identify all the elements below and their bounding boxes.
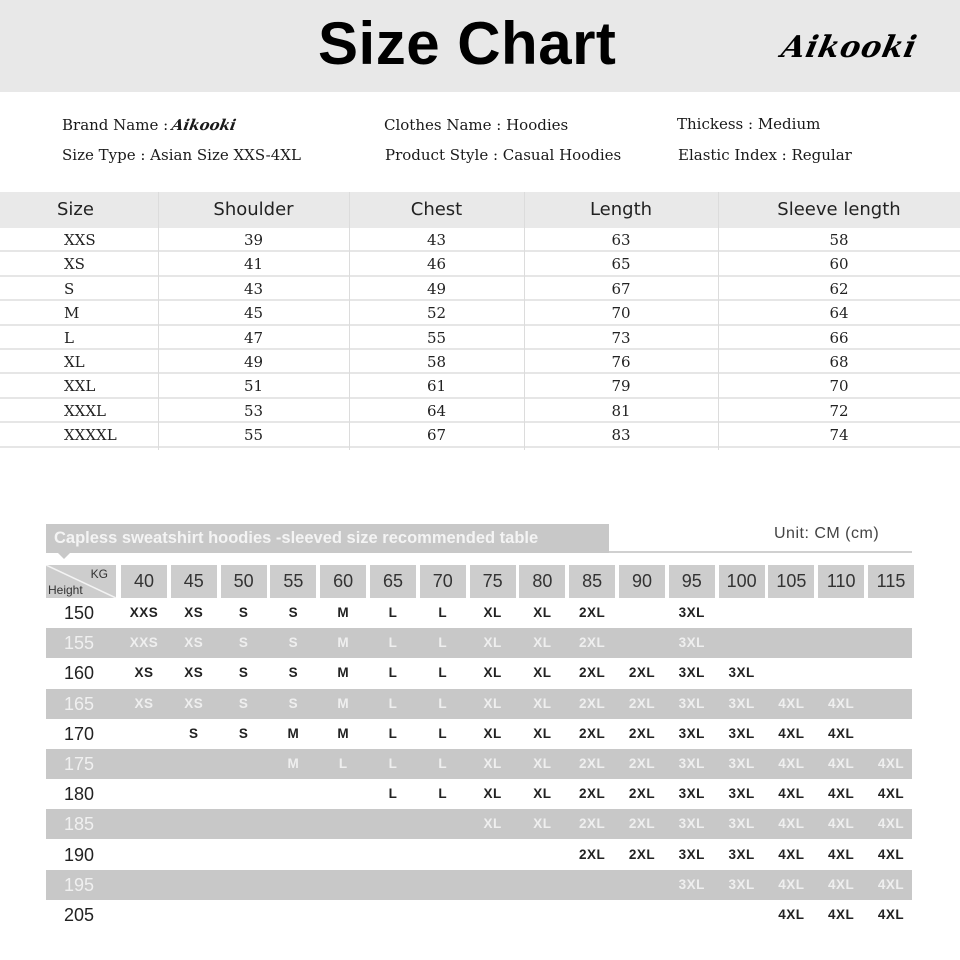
cell-chest: 64 xyxy=(426,401,447,420)
cell-length: 63 xyxy=(611,231,631,249)
height-cell: 155 xyxy=(64,633,95,654)
column-divider xyxy=(718,192,719,450)
kg-header-cell: 80 xyxy=(519,565,565,598)
column-divider xyxy=(158,192,159,450)
size-cell: M xyxy=(337,695,350,711)
size-cell: XL xyxy=(533,725,552,741)
kg-axis-label: KG xyxy=(90,567,108,581)
cell-sleeve-length: 60 xyxy=(829,255,849,274)
cell-size: XXS xyxy=(64,231,96,249)
corner-header-cell xyxy=(46,565,116,598)
size-cell: M xyxy=(287,756,300,771)
size-cell: S xyxy=(238,605,249,620)
cell-sleeve-length: 66 xyxy=(829,328,849,347)
size-cell: XS xyxy=(184,695,204,711)
size-cell: L xyxy=(338,756,348,771)
size-cell: XL xyxy=(483,605,502,620)
size-cell: 4XL xyxy=(828,907,855,922)
cell-sleeve-length: 74 xyxy=(829,426,849,445)
recommend-row xyxy=(46,809,912,839)
size-cell: 4XL xyxy=(778,725,805,741)
size-cell: XL xyxy=(533,816,552,832)
cell-sleeve-length: 68 xyxy=(829,352,849,371)
size-cell: 2XL xyxy=(579,725,606,741)
size-cell: 3XL xyxy=(728,846,755,862)
brand-logo: Aikooki xyxy=(778,30,921,65)
cell-chest: 67 xyxy=(426,426,447,445)
size-cell: 2XL xyxy=(628,846,656,862)
size-cell: XL xyxy=(483,786,502,802)
size-cell: L xyxy=(438,756,448,771)
cell-size: XS xyxy=(64,255,85,274)
height-cell: 165 xyxy=(64,693,95,714)
size-cell: 2XL xyxy=(628,725,656,741)
size-cell: 4XL xyxy=(828,816,855,832)
size-cell: 4XL xyxy=(877,907,905,922)
column-divider xyxy=(349,192,350,450)
size-cell: 4XL xyxy=(828,725,855,741)
cell-size: M xyxy=(64,304,80,323)
cell-chest: 52 xyxy=(426,304,447,323)
size-cell: L xyxy=(388,695,398,711)
size-cell: XL xyxy=(483,635,502,651)
cell-chest: 49 xyxy=(426,279,447,298)
table-row xyxy=(0,374,960,398)
size-cell: S xyxy=(189,725,199,741)
cell-size: XL xyxy=(64,352,85,371)
size-cell: XS xyxy=(184,665,204,681)
size-cell: 3XL xyxy=(678,876,705,892)
size-cell: 3XL xyxy=(678,605,705,620)
size-cell: 4XL xyxy=(778,907,805,922)
title-underline xyxy=(609,551,912,553)
size-cell: XL xyxy=(533,635,552,651)
table-row xyxy=(0,423,960,447)
size-cell: S xyxy=(238,725,249,741)
size-cell: 3XL xyxy=(678,665,705,681)
recommend-row xyxy=(46,628,912,658)
size-cell: 3XL xyxy=(678,695,705,711)
column-divider xyxy=(524,192,525,450)
cell-shoulder: 41 xyxy=(243,255,264,274)
size-cell: XS xyxy=(134,695,154,711)
kg-header-cell: 50 xyxy=(221,565,267,598)
cell-sleeve-length: 64 xyxy=(829,304,849,323)
kg-header-cell: 55 xyxy=(270,565,316,598)
cell-length: 81 xyxy=(611,401,631,420)
brand-name-label: Brand Name : xyxy=(62,116,169,134)
size-cell: 2XL xyxy=(579,665,606,681)
size-cell: 3XL xyxy=(678,816,705,832)
title-pointer xyxy=(58,553,70,559)
size-cell: XL xyxy=(483,695,502,711)
page-title: Size Chart xyxy=(318,10,617,77)
size-cell: M xyxy=(287,725,300,741)
cell-size: XXXXL xyxy=(64,426,117,445)
recommend-row xyxy=(46,900,912,930)
size-cell: S xyxy=(238,635,249,651)
size-cell: 2XL xyxy=(579,816,606,832)
size-cell: 4XL xyxy=(877,756,905,771)
size-cell: L xyxy=(388,635,398,651)
size-cell: 4XL xyxy=(778,876,805,892)
size-cell: XL xyxy=(483,756,502,771)
recommend-table-title: Capless sweatshirt hoodies -sleeved size recommended table xyxy=(46,524,609,553)
size-cell: 3XL xyxy=(728,756,755,771)
table-row xyxy=(0,277,960,301)
cell-shoulder: 43 xyxy=(243,279,264,298)
size-cell: XXS xyxy=(129,605,159,620)
size-cell: L xyxy=(438,695,448,711)
size-cell: 3XL xyxy=(728,876,755,892)
size-cell: S xyxy=(288,605,299,620)
cell-length: 67 xyxy=(611,279,631,298)
table-header xyxy=(0,192,960,228)
height-cell: 180 xyxy=(64,784,95,805)
size-cell: 2XL xyxy=(579,635,606,651)
brand-name-value: Aikooki xyxy=(170,116,238,134)
cell-size: S xyxy=(64,279,75,298)
cell-length: 76 xyxy=(611,352,631,371)
height-cell: 195 xyxy=(64,874,95,895)
size-cell: 3XL xyxy=(678,846,705,862)
cell-shoulder: 51 xyxy=(243,377,264,396)
cell-shoulder: 39 xyxy=(243,231,264,249)
cell-chest: 43 xyxy=(426,231,447,249)
cell-size: XXL xyxy=(64,377,96,396)
size-cell: 4XL xyxy=(877,876,905,892)
size-cell: 2XL xyxy=(628,786,656,802)
clothes-name-info: Clothes Name : Hoodies xyxy=(384,116,569,134)
cell-chest: 46 xyxy=(426,255,447,274)
thickness-info: Thickess : Medium xyxy=(677,115,821,133)
size-cell: L xyxy=(388,756,398,771)
size-cell: 4XL xyxy=(828,846,855,862)
table-body xyxy=(0,228,960,448)
cell-chest: 58 xyxy=(426,352,447,371)
size-cell: 4XL xyxy=(877,846,905,862)
size-cell: 3XL xyxy=(728,816,755,832)
size-cell: L xyxy=(388,605,398,620)
size-cell: XS xyxy=(184,635,204,651)
recommend-row xyxy=(46,689,912,719)
size-cell: 2XL xyxy=(579,695,606,711)
cell-sleeve-length: 70 xyxy=(829,377,849,396)
cell-shoulder: 49 xyxy=(243,352,264,371)
size-cell: XL xyxy=(533,605,552,620)
size-cell: 4XL xyxy=(778,695,805,711)
size-cell: 3XL xyxy=(678,725,705,741)
height-axis-label: Height xyxy=(48,583,83,597)
kg-header-cell: 40 xyxy=(121,565,167,598)
size-cell: 2XL xyxy=(579,786,606,802)
size-cell: L xyxy=(438,725,448,741)
size-cell: XL xyxy=(483,665,502,681)
kg-header-cell: 105 xyxy=(768,565,814,598)
recommend-row xyxy=(46,719,912,749)
size-measurement-table xyxy=(0,192,960,448)
size-cell: 3XL xyxy=(728,725,755,741)
size-cell: 2XL xyxy=(628,695,656,711)
size-cell: XL xyxy=(533,695,552,711)
height-cell: 205 xyxy=(64,905,95,925)
cell-size: L xyxy=(64,328,74,347)
cell-shoulder: 53 xyxy=(243,401,264,420)
unit-label: Unit: CM (cm) xyxy=(774,525,880,542)
kg-header-cell: 70 xyxy=(420,565,466,598)
size-cell: 3XL xyxy=(678,756,705,771)
table-row xyxy=(0,350,960,374)
size-cell: 4XL xyxy=(828,695,855,711)
size-cell: S xyxy=(238,665,249,681)
cell-shoulder: 55 xyxy=(243,426,264,445)
cell-length: 79 xyxy=(611,377,631,396)
size-cell: 4XL xyxy=(828,786,855,802)
elastic-index-info: Elastic Index : Regular xyxy=(678,146,852,164)
product-style-info: Product Style : Casual Hoodies xyxy=(385,146,622,164)
cell-length: 73 xyxy=(611,328,631,347)
kg-header-cell: 60 xyxy=(320,565,366,598)
size-cell: XL xyxy=(533,665,552,681)
table-row xyxy=(0,301,960,325)
size-cell: M xyxy=(337,725,350,741)
size-cell: 3XL xyxy=(678,786,705,802)
cell-sleeve-length: 72 xyxy=(829,401,849,420)
size-cell: XS xyxy=(134,665,154,681)
size-cell: XL xyxy=(483,816,502,832)
column-header-chest: Chest xyxy=(410,199,463,220)
cell-sleeve-length: 58 xyxy=(829,231,849,249)
size-cell: M xyxy=(337,665,350,681)
recommend-row xyxy=(46,840,912,870)
cell-chest: 61 xyxy=(426,377,447,396)
table-row xyxy=(0,252,960,276)
product-info xyxy=(0,92,960,192)
size-cell: L xyxy=(438,635,448,651)
recommend-row xyxy=(46,749,912,779)
column-header-length: Length xyxy=(589,199,653,220)
height-cell: 170 xyxy=(64,723,95,744)
size-cell: 4XL xyxy=(778,816,805,832)
height-cell: 175 xyxy=(64,754,95,774)
size-cell: XL xyxy=(483,725,502,741)
size-cell: 3XL xyxy=(728,695,755,711)
column-header-size: Size xyxy=(57,199,94,220)
size-cell: 2XL xyxy=(579,756,606,771)
size-cell: L xyxy=(438,665,448,681)
kg-header-cell: 85 xyxy=(569,565,615,598)
recommend-row xyxy=(46,779,912,809)
kg-header-cell: 65 xyxy=(370,565,416,598)
cell-length: 65 xyxy=(611,255,631,274)
cell-sleeve-length: 62 xyxy=(829,279,849,298)
cell-length: 83 xyxy=(611,426,631,445)
size-cell: L xyxy=(388,725,398,741)
size-cell: S xyxy=(238,695,249,711)
size-cell: XL xyxy=(533,786,552,802)
cell-size: XXXL xyxy=(64,401,106,420)
size-cell: 4XL xyxy=(778,786,805,802)
kg-header-cell: 100 xyxy=(719,565,765,598)
table-row xyxy=(0,326,960,350)
size-cell: XL xyxy=(533,756,552,771)
size-cell: 2XL xyxy=(579,605,606,620)
size-cell: 3XL xyxy=(678,635,705,651)
size-cell: 4XL xyxy=(828,876,855,892)
kg-header-cell: 110 xyxy=(818,565,864,598)
brand-name-info xyxy=(62,116,236,134)
recommend-row xyxy=(46,598,912,628)
size-cell: XXS xyxy=(129,635,159,651)
recommend-row xyxy=(46,658,912,688)
size-cell: 4XL xyxy=(828,756,855,771)
size-cell: L xyxy=(388,665,398,681)
kg-header-cell: 75 xyxy=(470,565,516,598)
column-header-shoulder: Shoulder xyxy=(213,199,294,220)
height-cell: 190 xyxy=(64,844,95,865)
size-cell: L xyxy=(438,605,448,620)
cell-length: 70 xyxy=(611,304,631,323)
size-cell: 3XL xyxy=(728,786,755,802)
cell-shoulder: 45 xyxy=(243,304,264,323)
size-cell: 2XL xyxy=(579,846,606,862)
size-cell: L xyxy=(388,786,398,802)
size-cell: 4XL xyxy=(877,816,905,832)
height-cell: 185 xyxy=(64,814,95,835)
size-type-info: Size Type : Asian Size XXS-4XL xyxy=(62,146,301,164)
kg-header-cell: 95 xyxy=(669,565,715,598)
size-cell: S xyxy=(288,635,299,651)
title-banner xyxy=(0,0,960,92)
height-cell: 150 xyxy=(64,603,95,623)
size-cell: 3XL xyxy=(728,665,755,681)
size-cell: 4XL xyxy=(778,756,805,771)
kg-header-cell: 115 xyxy=(868,565,914,598)
size-cell: M xyxy=(337,605,350,620)
size-cell: XS xyxy=(184,605,204,620)
kg-header-cell: 45 xyxy=(171,565,217,598)
cell-shoulder: 47 xyxy=(243,328,264,347)
table-row xyxy=(0,399,960,423)
size-cell: 4XL xyxy=(778,846,805,862)
size-cell: L xyxy=(438,786,448,802)
size-cell: 2XL xyxy=(628,756,656,771)
height-cell: 160 xyxy=(64,663,95,684)
size-cell: 2XL xyxy=(628,816,656,832)
size-cell: S xyxy=(288,695,299,711)
size-cell: 4XL xyxy=(877,786,905,802)
recommend-row xyxy=(46,870,912,900)
column-header-sleeve-length: Sleeve length xyxy=(777,199,901,220)
size-cell: S xyxy=(288,665,299,681)
size-cell: M xyxy=(337,635,350,651)
cell-chest: 55 xyxy=(426,328,447,347)
table-row xyxy=(0,228,960,252)
size-cell: 2XL xyxy=(628,665,656,681)
kg-header-cell: 90 xyxy=(619,565,665,598)
